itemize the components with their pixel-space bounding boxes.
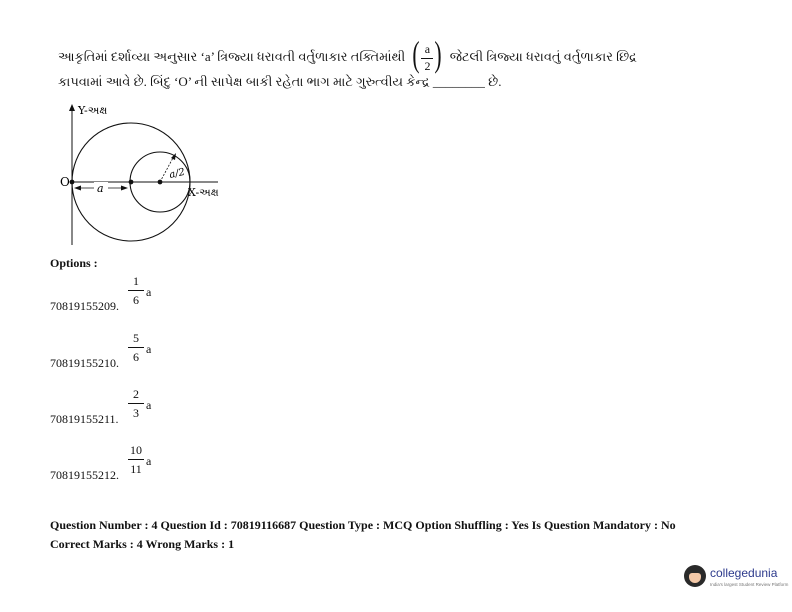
option-1[interactable]	[50, 274, 250, 314]
option-4[interactable]	[50, 443, 250, 483]
radius-label: a	[97, 182, 104, 195]
hole-radius-label: a/2	[168, 166, 186, 181]
question-line-2: કાપવામાં આવે છે. બિંદુ ‘O’ ની સાપેક્ષ બાકી રહેતા ભાગ માટે ગુરુત્વીય કેન્દ્ર ________ છે.	[58, 74, 502, 89]
origin-point	[70, 180, 75, 185]
fraction-denominator: 2	[424, 59, 431, 73]
fraction-numerator: a	[424, 42, 431, 56]
option-variable: a	[146, 285, 152, 299]
logo-tagline: India's largest Student Review Platform	[710, 582, 789, 587]
option-fraction: 1 6	[126, 274, 146, 307]
y-axis-arrow-icon	[69, 104, 75, 111]
dimension-left-arrow-icon	[74, 186, 81, 191]
dimension-right-arrow-icon	[121, 186, 128, 191]
question-metadata: Question Number : 4 Question Id : 70819116687 Question Type : MCQ Option Shuffling : Yes Is Question Mandatory : No	[50, 518, 676, 532]
option-id: 70819155210.	[50, 356, 119, 370]
x-axis-label: X-અક્ષ	[188, 186, 219, 199]
options-heading: Options :	[50, 256, 98, 270]
option-id: 70819155212.	[50, 468, 119, 482]
option-variable: a	[146, 454, 152, 468]
collegedunia-logo	[680, 563, 789, 595]
question-line-1	[58, 34, 637, 78]
option-fraction: 5 6	[126, 331, 146, 364]
option-id: 70819155209.	[50, 299, 119, 313]
disc-with-hole-figure	[58, 100, 258, 250]
question-text-part-2: જેટલી ત્રિજ્યા ધરાવતું વર્તુળાકાર છિદ્ર	[449, 48, 637, 64]
y-axis-label: Y-અક્ષ	[78, 104, 108, 117]
option-2[interactable]	[50, 331, 250, 371]
disc-center-point	[129, 180, 134, 185]
option-3[interactable]	[50, 387, 250, 427]
origin-label: O	[60, 175, 70, 189]
half-radius-fraction: ( a 2 )	[412, 34, 443, 74]
logo-name: collegedunia	[710, 566, 778, 580]
option-variable: a	[146, 342, 152, 356]
option-variable: a	[146, 398, 152, 412]
option-fraction: 2 3	[126, 387, 146, 420]
marks-metadata: Correct Marks : 4 Wrong Marks : 1	[50, 537, 235, 551]
option-fraction: 10 11	[130, 443, 142, 476]
mascot-icon	[684, 565, 706, 587]
question-text-part-1: આકૃતિમાં દર્શાવ્યા અનુસાર ‘a’ ત્રિજ્યા ધરાવતી વર્તુળાકાર તક્તિમાંથી	[58, 48, 406, 64]
option-id: 70819155211.	[50, 412, 119, 426]
